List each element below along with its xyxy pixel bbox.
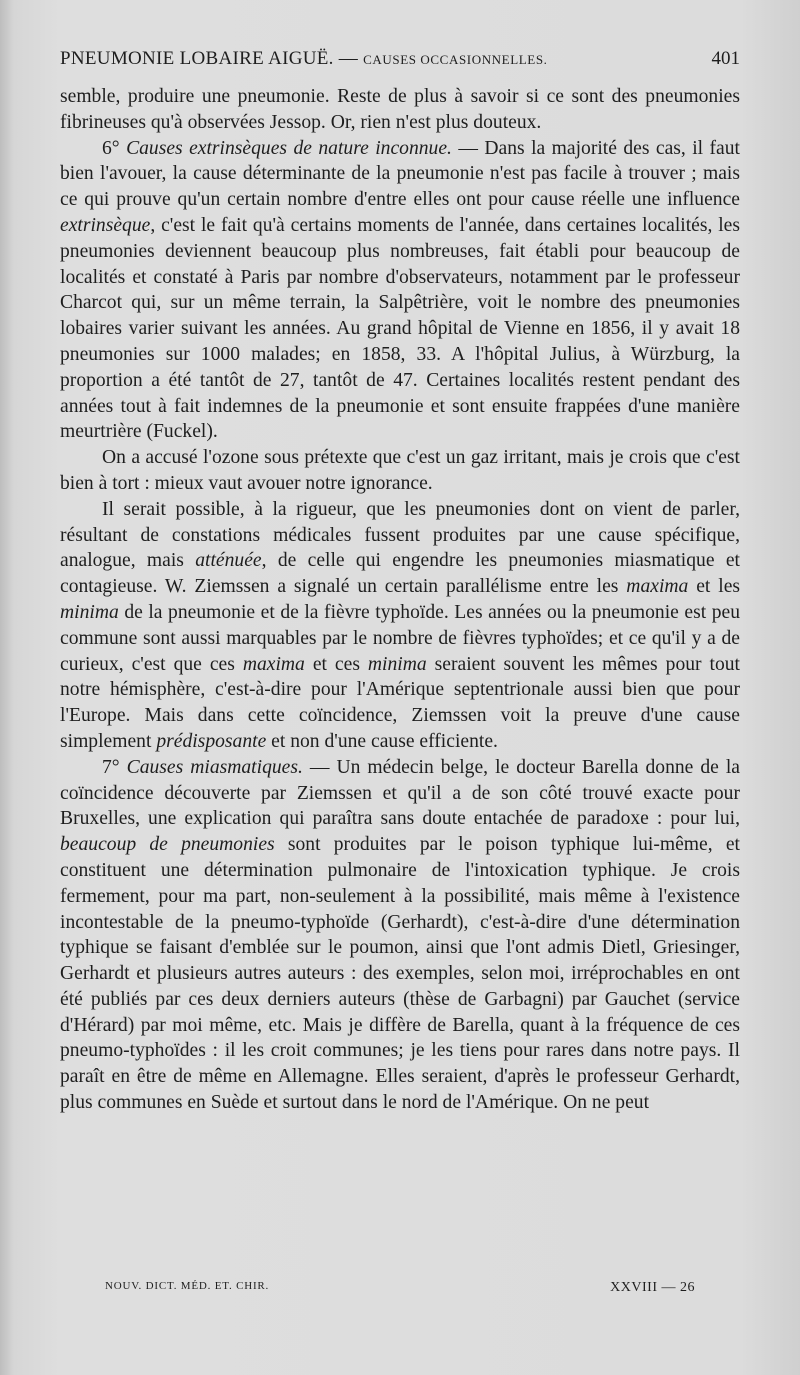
paragraph-text: — Un médecin belge, le docteur Barella donne de la coïncidence découverte par Ziemssen et qu'il a de son côté trouvé exacte pour Bruxelles, une explication qui paraîtra sans doute entachée de paradoxe : pour lui, — [60, 756, 740, 830]
italic-term: minima — [367, 653, 427, 675]
section-number: 7° — [102, 756, 127, 778]
italic-term: minima — [60, 601, 119, 623]
italic-term: atténuée — [195, 550, 262, 572]
paragraph-text: sont produites par le poison typhique lui-même, et constituent une détermination pulmonaire de l'intoxication typhique. Je crois fermement, pour ma part, non-seulement à la possibilité, mais même à l'existence incontestable de la pneumo-typhoïde (Gerhardt), c'est-à-dire d'une détermination typhique se faisant d'emblée sur le poumon, ainsi que l'ont admis Dietl, Griesinger, Gerhardt et plusieurs autres auteurs : des exemples, selon moi, irréprochables en ont été publiés par ces deux derniers auteurs (thèse de Garbagni) par Gauchet (service d'Hérard) par moi même, etc. Mais je diffère de Barella, quant à la fréquence de ces pneumo-typhoïdes : il les croit communes; je les tiens pour rares dans notre pays. Il paraît en être de même en Allemagne. Elles seraient, d'après le professeur Gerhardt, plus communes en Suède et surtout dans le nord de l'Amérique. On ne peut — [60, 834, 740, 1114]
section-heading: Causes extrinsèques de nature inconnue. — [126, 137, 452, 159]
signature-mark: NOUV. DICT. MÉD. ET. CHIR. — [105, 1280, 270, 1292]
paragraph-miasmatic-causes — [60, 755, 740, 1116]
running-head-section: CAUSES OCCASIONNELLES. — [363, 52, 548, 67]
paragraph-text: , c'est le fait qu'à certains moments de l'année, dans certaines localités, les pneumonies deviennent beaucoup plus nombreuses, fait établi pour beaucoup de localités et constaté à Paris par nombre d'observateurs, notamment par le professeur Charcot qui, sur un même terrain, la Salpêtrière, voit le nombre des pneumonies lobaires varier suivant les années. Au grand hôpital de Vienne en 1856, il y avait 18 pneumonies sur 1000 malades; en 1858, 33. A l'hôpital Julius, à Würzburg, la proportion a été tantôt de 27, tantôt de 47. Certaines localités restent pendant des années tout à fait indemnes de la pneumonie et sont ensuite frappées d'une manière meurtrière (Fuckel). — [60, 214, 740, 443]
running-head-main: PNEUMONIE LOBAIRE AIGUË. — — [60, 48, 364, 69]
paragraph-extrinsic-causes — [60, 136, 740, 446]
italic-term: maxima — [242, 653, 305, 675]
running-head — [60, 48, 548, 70]
volume-sheet-mark: XXVIII — 26 — [610, 1280, 695, 1295]
paragraph-text: , de celle qui engendre les pneumonies miasmatique et contagieuse. W. Ziemssen a signalé un certain parallélisme entre les — [60, 550, 740, 598]
italic-term: prédisposante — [156, 730, 267, 752]
page-body — [60, 84, 740, 1116]
paragraph-text: et les — [688, 576, 741, 598]
section-number: 6° — [102, 137, 127, 159]
section-heading: Causes miasmatiques. — [126, 756, 303, 778]
paragraph-text: et ces — [304, 653, 368, 675]
paragraph-text: seraient souvent les mêmes pour tout notre hémisphère, c'est-à-dire pour l'Amérique septentrionale aussi bien que pour l'Europe. Mais dans cette coïncidence, Ziemssen voit la preuve d'une cause simplement — [60, 653, 740, 752]
page-header — [60, 48, 740, 70]
italic-term: extrinsèque — [60, 214, 151, 236]
page-footer — [105, 1280, 695, 1296]
italic-term: beaucoup de pneumonies — [60, 834, 275, 856]
italic-term: maxima — [626, 576, 689, 598]
paragraph-text: de la pneumonie et de la fièvre typhoïde. Les années ou la pneumonie est peu commune sont aussi marquables par le nombre de fièvres typhoïdes; et ce qu'il y a de curieux, c'est que ces — [60, 601, 740, 675]
page-number: 401 — [711, 48, 740, 69]
paragraph-text: et non d'une cause efficiente. — [266, 730, 498, 752]
paragraph-continuation: semble, produire une pneumonie. Reste de plus à savoir si ce sont des pneumonies fibrineuses qu'à observées Jessop. Or, rien n'est plus douteux. — [60, 86, 740, 133]
paragraph-ziemssen — [60, 497, 740, 755]
paragraph-text: — Dans la majorité des cas, il faut bien l'avouer, la cause déterminante de la pneumonie n'est pas facile à trouver ; mais ce qui prouve qu'un certain nombre d'entre elles ont pour cause réelle une influence — [60, 137, 740, 211]
paragraph-text: Il serait possible, à la rigueur, que les pneumonies dont on vient de parler, résultant de constations médicales fussent produites par une cause spécifique, analogue, mais — [60, 498, 740, 572]
paragraph-ozone: On a accusé l'ozone sous prétexte que c'est un gaz irritant, mais je crois que c'est bien à tort : mieux vaut avouer notre ignorance. — [60, 447, 740, 494]
